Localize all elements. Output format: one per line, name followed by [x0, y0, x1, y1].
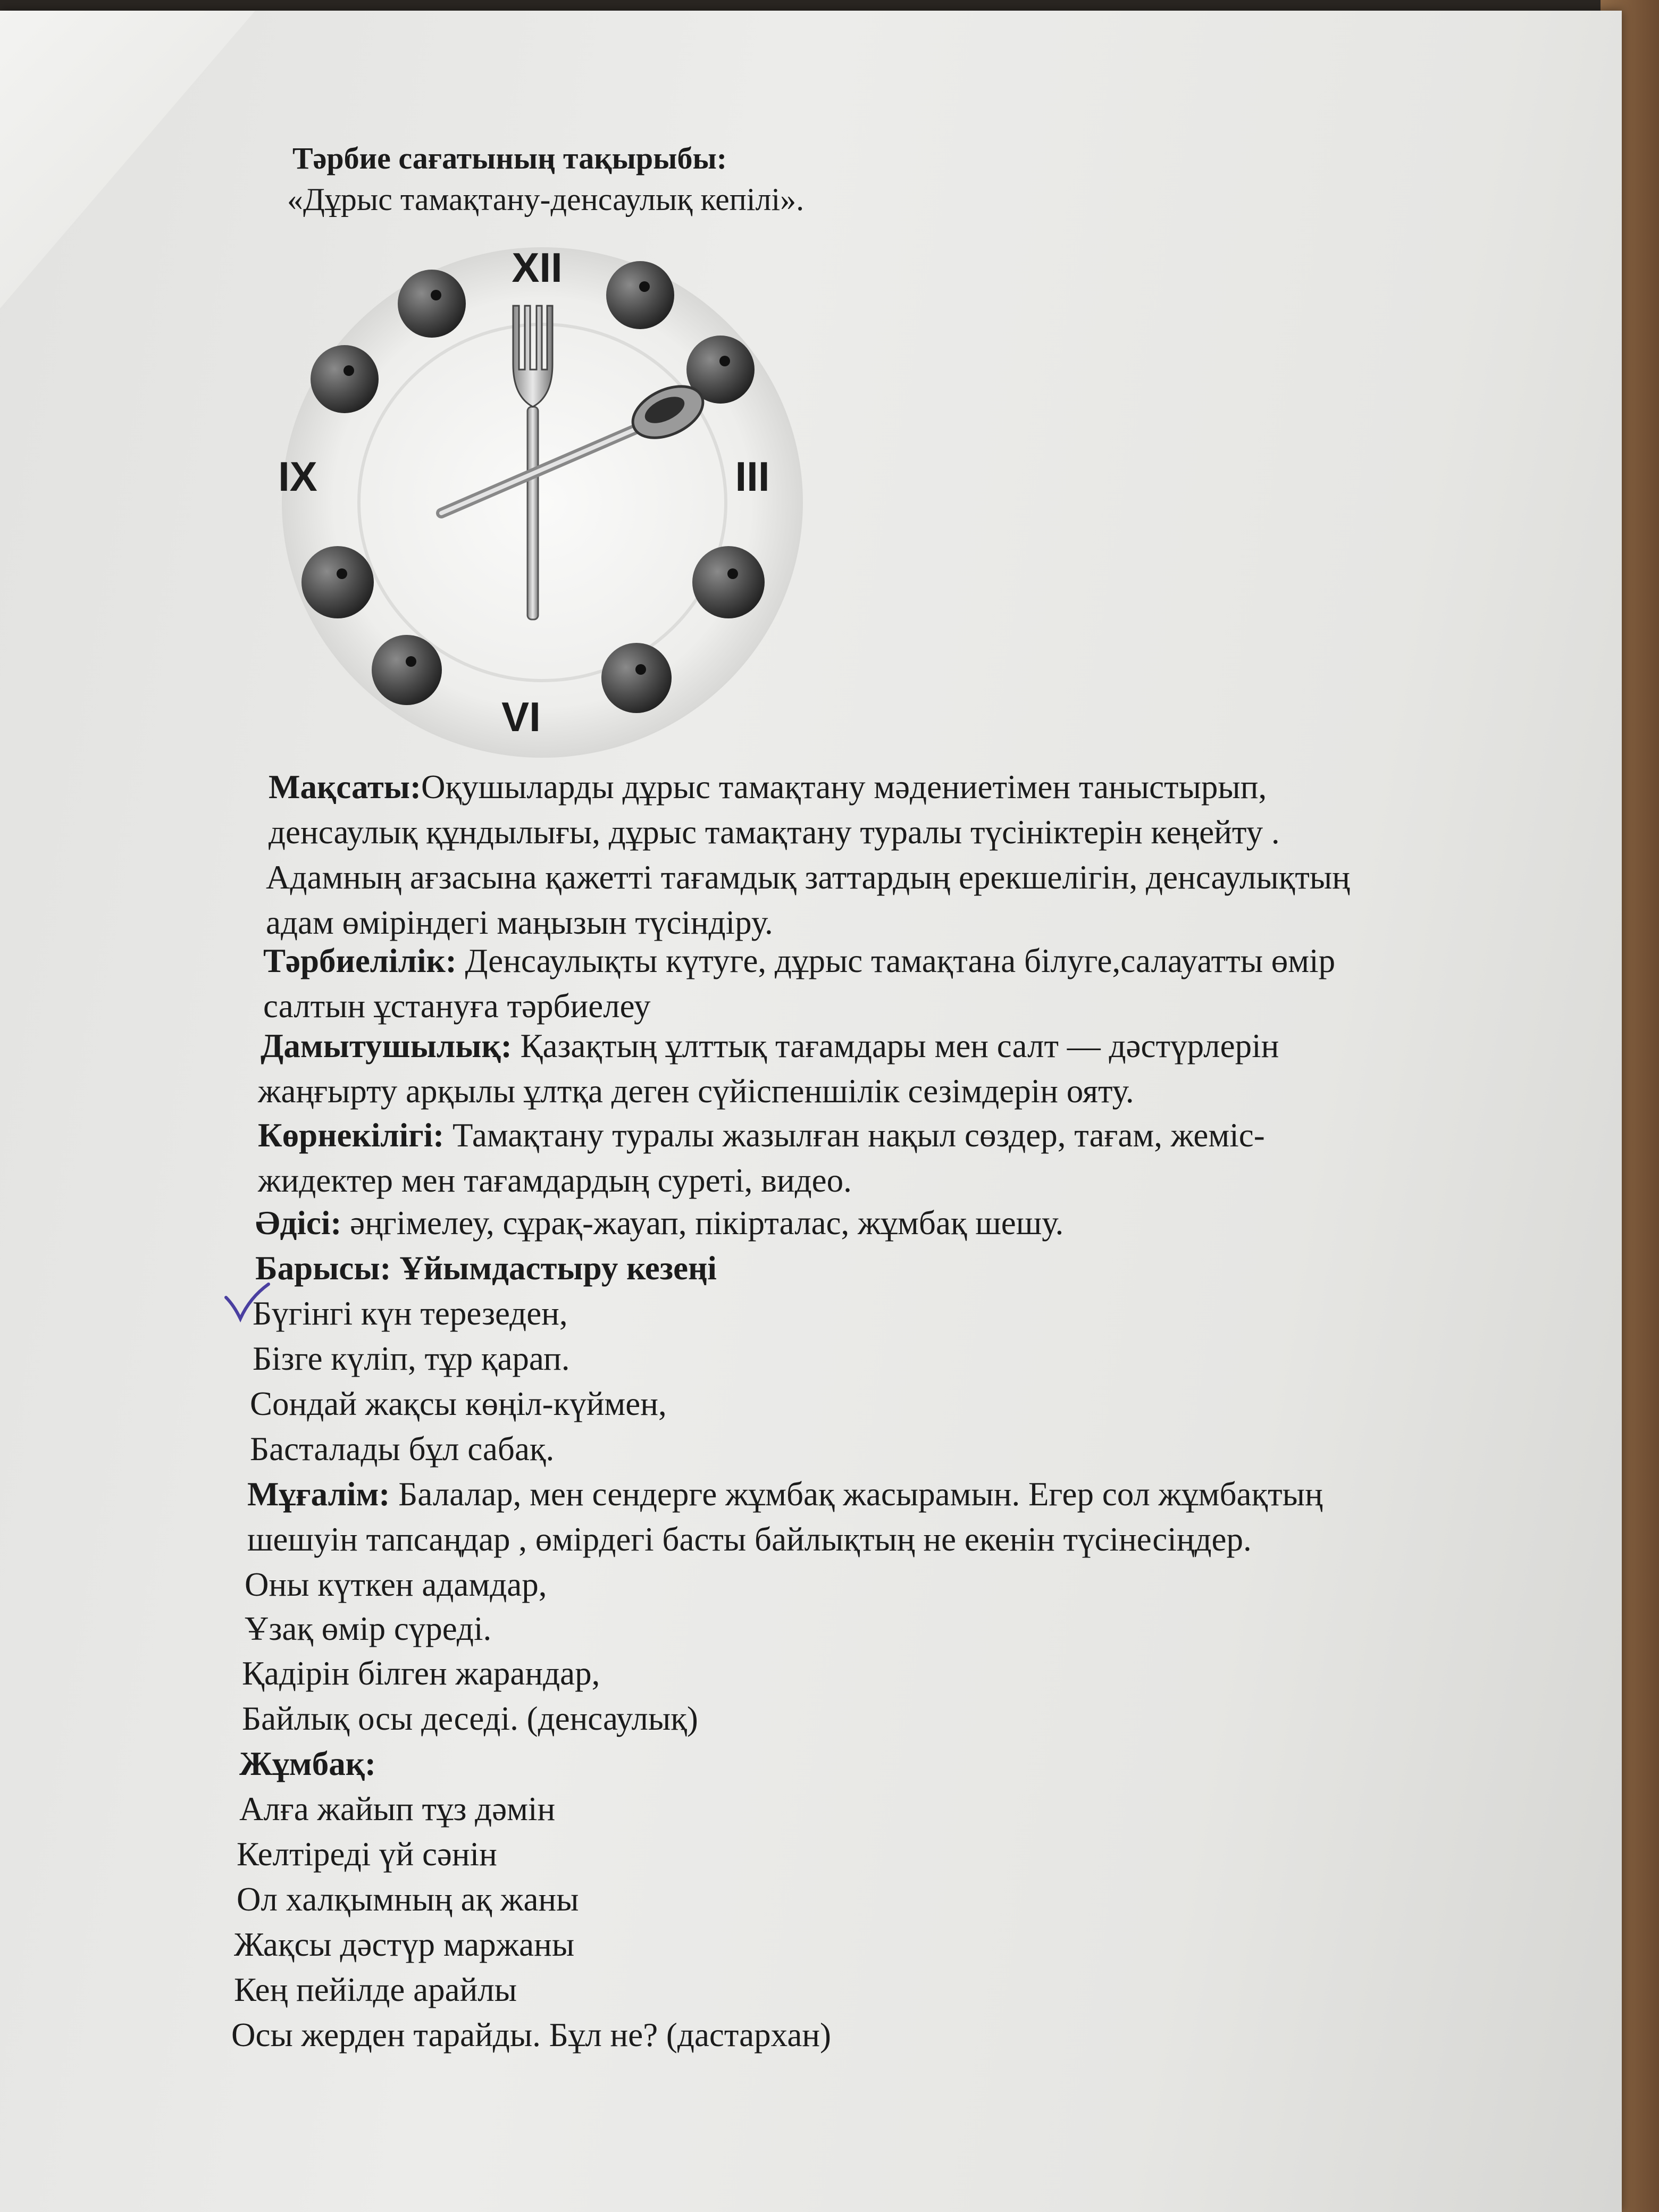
body-line	[247, 1473, 1323, 1515]
section-text: Денсаулықты күтуге, дұрыс тамақтана білуге,салауатты өмір	[456, 942, 1336, 979]
body-line: Ол халқымның ақ жаны	[237, 1881, 579, 1918]
body-line	[255, 1202, 1063, 1244]
section-heading: Мақсаты:	[269, 768, 421, 806]
plate-clock-image	[276, 237, 819, 768]
body-line: Кең пейілде арайлы	[234, 1971, 517, 2008]
body-line	[258, 1114, 1265, 1157]
body-line	[255, 1247, 717, 1289]
section-text: Оқушыларды дұрыс тамақтану мәдениетімен таныстырып,	[421, 768, 1267, 806]
document-subtitle: «Дұрыс тамақтану-денсаулық кепілі».	[287, 182, 805, 217]
body-line	[239, 1742, 376, 1785]
body-line: Бізге күліп, тұр қарап.	[253, 1340, 570, 1377]
body-line: Қадірін білген жарандар,	[242, 1655, 600, 1692]
body-line: шешуін тапсаңдар , өмірдегі басты байлықтың не екенін түсінесіңдер.	[247, 1521, 1252, 1558]
body-line: адам өміріндегі маңызын түсіндіру.	[266, 904, 773, 941]
body-line: денсаулық құндылығы, дұрыс тамақтану туралы түсініктерін кеңейту .	[269, 814, 1280, 851]
section-text: Балалар, мен сендерге жұмбақ жасырамын. Егер сол жұмбақтың	[390, 1476, 1323, 1513]
body-line: Келтіреді үй сәнін	[237, 1836, 497, 1873]
section-heading: Дамытушылық:	[261, 1027, 512, 1065]
body-line	[261, 1025, 1279, 1067]
body-line: Байлық осы деседі. (денсаулық)	[242, 1700, 698, 1737]
body-line: Жақсы дәстүр маржаны	[234, 1926, 575, 1963]
folded-page-corner	[0, 11, 255, 308]
section-heading: Мұғалім:	[247, 1476, 390, 1513]
body-line: Бүгінгі күн терезеден,	[253, 1295, 568, 1332]
body-line	[263, 940, 1335, 982]
section-text: Тамақтану туралы жазылған нақыл сөздер, тағам, жеміс-	[444, 1117, 1265, 1154]
section-heading: Тәрбиелілік:	[263, 942, 457, 979]
body-line: Ұзақ өмір сүреді.	[245, 1610, 492, 1647]
body-line: Осы жерден тарайды. Бұл не? (дастархан)	[231, 2016, 831, 2054]
body-line: Оны күткен адамдар,	[245, 1566, 547, 1603]
numeral-ix: IX	[278, 453, 317, 500]
numeral-xii: XII	[512, 244, 563, 291]
body-line: Сондай жақсы көңіл-күймен,	[250, 1385, 667, 1422]
section-heading: Көрнекілігі:	[258, 1117, 445, 1154]
section-heading: Әдісі:	[255, 1204, 342, 1242]
section-heading: Барысы: Ұйымдастыру кезеңі	[255, 1250, 717, 1287]
section-text: әңгімелеу, сұрақ-жауап, пікірталас, жұмбақ шешу.	[341, 1204, 1064, 1242]
numeral-vi: VI	[501, 693, 541, 740]
body-line: жидектер мен тағамдардың суреті, видео.	[258, 1162, 852, 1199]
document-title: Тәрбие сағатының тақырыбы:	[292, 141, 727, 175]
body-line: жаңғырту арқылы ұлтқа деген сүйіспеншілік сезімдерін ояту.	[258, 1073, 1134, 1110]
numeral-iii: III	[735, 453, 770, 500]
section-heading: Жұмбақ:	[239, 1745, 376, 1782]
section-text: Қазақтың ұлттық тағамдары мен салт — дәстүрлерін	[512, 1027, 1279, 1065]
body-line: Басталады бұл сабақ.	[250, 1430, 555, 1468]
paper-sheet	[0, 11, 1622, 2212]
body-line: Адамның ағзасына қажетті тағамдық заттардың ерекшелігін, денсаулықтың	[266, 859, 1350, 896]
body-line	[269, 766, 1267, 808]
body-line: Алға жайып тұз дәмін	[239, 1790, 556, 1828]
body-line: салтын ұстануға тәрбиелеу	[263, 987, 651, 1025]
checkmark-icon	[223, 1281, 271, 1324]
